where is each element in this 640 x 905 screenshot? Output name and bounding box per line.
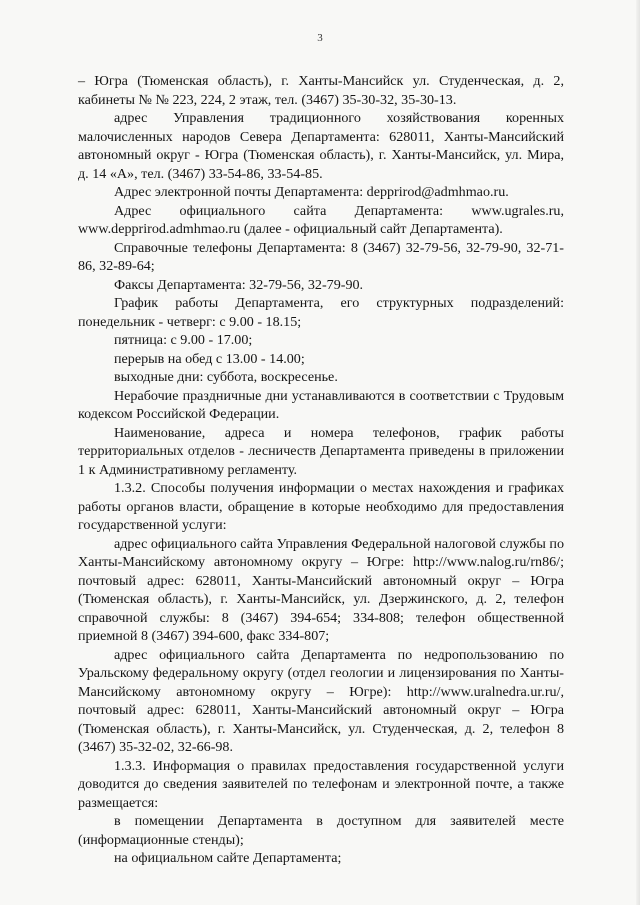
paragraph-days-off: выходные дни: суббота, воскресенье. (114, 369, 338, 385)
paragraph-email: Адрес электронной почты Департамента: depprirod@admhmao.ru. (114, 184, 509, 200)
document-body (78, 72, 564, 868)
paragraph-info-stands: в помещении Департамента в доступном для заявителей месте (информационные стенды); (78, 813, 564, 848)
paragraph-friday-hours: пятница: с 9.00 - 17.00; (114, 332, 253, 348)
page-edge-shadow (636, 0, 640, 905)
paragraph-subsoil-department: адрес официального сайта Департамента по недропользованию по Уральскому федеральному округу (отдел геологии и лицензирования по Ханты-Мансийскому автономному округу – Югре): http://www.uralnedra.ur.ru/, почтовый адрес: 628011, Ханты-Мансийский автономный округ – Югра (Тюменская область), г. Ханты-Мансийск, ул. Студенческая, д. 2, телефон 8 (3467) 35-32-02, 32-66-98. (78, 646, 564, 755)
paragraph-lunch-break: перерыв на обед с 13.00 - 14.00; (114, 350, 305, 367)
page-number: 3 (317, 32, 323, 44)
paragraph-faxes: Факсы Департамента: 32-79-56, 32-79-90. (114, 276, 364, 293)
paragraph-territorial-departments: Наименование, адреса и номера телефонов, график работы территориальных отделов - лесничеств Департамента приведены в приложении 1 к Административному регламенту. (78, 424, 564, 478)
paragraph-work-schedule: График работы Департамента, его структурных подразделений: понедельник - четверг: с 9.00 - 18.15; (78, 295, 564, 330)
paragraph-section-1-3-3: 1.3.3. Информация о правилах предоставления государственной услуги доводится до сведения заявителей по телефонам и электронной почте, а также размещается: (78, 757, 564, 811)
paragraph-traditional-management-address: адрес Управления традиционного хозяйствования коренных малочисленных народов Севера Департамента: 628011, Ханты-Мансийский автономный округ - Югра (Тюменская область), г. Ханты-Мансийск, ул. Мира, д. 14 «А», тел. (3467) 33-54-86, 33-54-85. (78, 110, 564, 182)
paragraph-official-website: Адрес официального сайта Департамента: www.ugrales.ru, www.depprirod.admhmao.ru (далее - официальный сайт Департамента). (78, 202, 564, 237)
paragraph-holidays: Нерабочие праздничные дни устанавливаются в соответствии с Трудовым кодексом Российской Федерации. (78, 387, 564, 422)
paragraph-official-site: на официальном сайте Департамента; (114, 850, 342, 866)
paragraph-address-continuation: – Югра (Тюменская область), г. Ханты-Мансийск ул. Студенческая, д. 2, кабинеты № № 223, 224, 2 этаж, тел. (3467) 35-30-32, 35-30-13. (78, 73, 564, 108)
paragraph-reference-phones: Справочные телефоны Департамента: 8 (3467) 32-79-56, 32-79-90, 32-71-86, 32-89-64; (78, 239, 564, 274)
paragraph-section-1-3-2: 1.3.2. Способы получения информации о местах нахождения и графиках работы органов власти, обращение в которые необходимо для предоставления государственной услуги: (78, 480, 564, 533)
paragraph-tax-service: адрес официального сайта Управления Федеральной налоговой службы по Ханты-Мансийскому автономному округу – Югре: http://www.nalog.ru/rn86/; почтовый адрес: 628011, Ханты-Мансийский автономный округ – Югра (Тюменская область), г. Ханты-Мансийск, ул. Дзержинского, д. 2, телефон справочной службы: 8 (3467) 394-654; 334-808; телефон общественной приемной 8 (3467) 394-600, факс 334-807; (78, 535, 564, 644)
